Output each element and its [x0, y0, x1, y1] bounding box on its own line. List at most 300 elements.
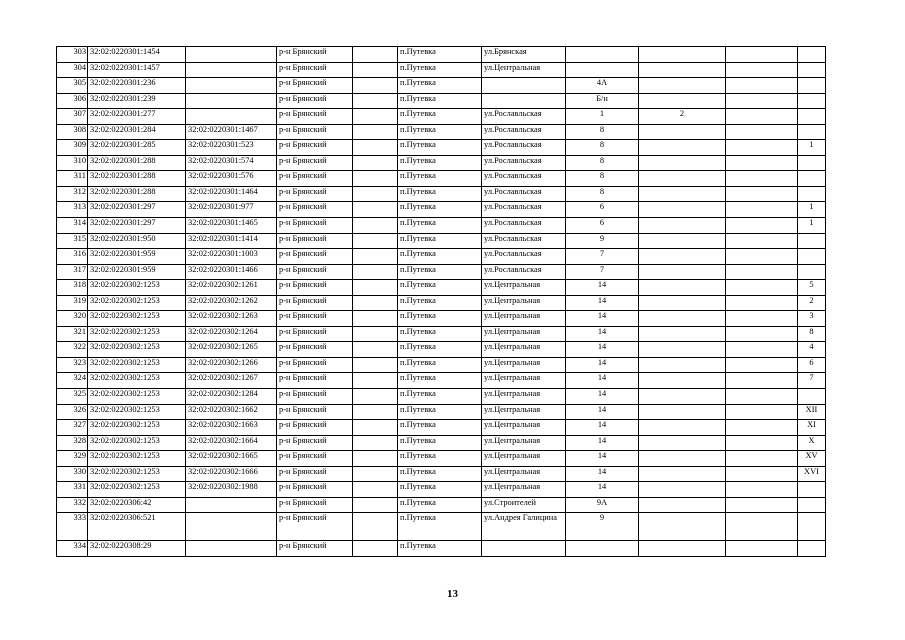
- house-number-cell: 1: [566, 109, 639, 125]
- empty-cell: [353, 93, 398, 109]
- building-number-cell: [639, 466, 726, 482]
- object-cadastral-number-cell: 32:02:0220301:1465: [186, 218, 277, 234]
- cadastral-number-cell: 32:02:0220301:288: [88, 171, 186, 187]
- object-cadastral-number-cell: 32:02:0220301:977: [186, 202, 277, 218]
- object-cadastral-number-cell: 32:02:0220302:1266: [186, 357, 277, 373]
- street-cell: ул.Рославльская: [482, 140, 566, 156]
- apartment-number-cell: [798, 186, 826, 202]
- cadastral-number-cell: 32:02:0220302:1253: [88, 342, 186, 358]
- table-row: [57, 295, 826, 311]
- district-cell: р-н Брянский: [277, 171, 353, 187]
- empty-cell: [353, 342, 398, 358]
- row-number-cell: 317: [57, 264, 88, 280]
- apartment-number-cell: 7: [798, 373, 826, 389]
- empty-cell: [726, 280, 798, 296]
- empty-cell: [353, 513, 398, 541]
- object-cadastral-number-cell: 32:02:0220302:1662: [186, 404, 277, 420]
- cadastral-number-cell: 32:02:0220302:1253: [88, 280, 186, 296]
- settlement-cell: п.Путевка: [398, 482, 482, 498]
- object-cadastral-number-cell: 32:02:0220302:1284: [186, 389, 277, 405]
- empty-cell: [353, 373, 398, 389]
- row-number-cell: 320: [57, 311, 88, 327]
- row-number-cell: 307: [57, 109, 88, 125]
- settlement-cell: п.Путевка: [398, 78, 482, 94]
- cadastral-number-cell: 32:02:0220302:1253: [88, 482, 186, 498]
- apartment-number-cell: XVI: [798, 466, 826, 482]
- empty-cell: [726, 93, 798, 109]
- district-cell: р-н Брянский: [277, 140, 353, 156]
- settlement-cell: п.Путевка: [398, 311, 482, 327]
- house-number-cell: 14: [566, 280, 639, 296]
- building-number-cell: [639, 513, 726, 541]
- empty-cell: [353, 435, 398, 451]
- empty-cell: [726, 497, 798, 513]
- settlement-cell: п.Путевка: [398, 155, 482, 171]
- building-number-cell: [639, 482, 726, 498]
- empty-cell: [726, 202, 798, 218]
- settlement-cell: п.Путевка: [398, 326, 482, 342]
- empty-cell: [726, 326, 798, 342]
- row-number-cell: 325: [57, 389, 88, 405]
- empty-cell: [726, 541, 798, 557]
- building-number-cell: [639, 62, 726, 78]
- empty-cell: [353, 389, 398, 405]
- empty-cell: [353, 541, 398, 557]
- row-number-cell: 306: [57, 93, 88, 109]
- street-cell: ул.Центральная: [482, 482, 566, 498]
- house-number-cell: 14: [566, 420, 639, 436]
- district-cell: р-н Брянский: [277, 93, 353, 109]
- building-number-cell: [639, 326, 726, 342]
- table-row: [57, 342, 826, 358]
- house-number-cell: [566, 47, 639, 63]
- row-number-cell: 322: [57, 342, 88, 358]
- registry-table: [56, 46, 826, 557]
- table-row: [57, 171, 826, 187]
- cadastral-number-cell: 32:02:0220302:1253: [88, 373, 186, 389]
- settlement-cell: п.Путевка: [398, 218, 482, 234]
- cadastral-number-cell: 32:02:0220302:1253: [88, 420, 186, 436]
- building-number-cell: [639, 171, 726, 187]
- apartment-number-cell: XI: [798, 420, 826, 436]
- district-cell: р-н Брянский: [277, 435, 353, 451]
- empty-cell: [726, 404, 798, 420]
- street-cell: ул.Рославльская: [482, 186, 566, 202]
- street-cell: ул.Рославльская: [482, 249, 566, 265]
- settlement-cell: п.Путевка: [398, 109, 482, 125]
- table-row: [57, 482, 826, 498]
- street-cell: ул.Рославльская: [482, 218, 566, 234]
- row-number-cell: 310: [57, 155, 88, 171]
- row-number-cell: 309: [57, 140, 88, 156]
- object-cadastral-number-cell: 32:02:0220301:1466: [186, 264, 277, 280]
- empty-cell: [353, 295, 398, 311]
- table-row: [57, 280, 826, 296]
- object-cadastral-number-cell: 32:02:0220302:1267: [186, 373, 277, 389]
- row-number-cell: 316: [57, 249, 88, 265]
- house-number-cell: 14: [566, 389, 639, 405]
- house-number-cell: 7: [566, 264, 639, 280]
- row-number-cell: 328: [57, 435, 88, 451]
- settlement-cell: п.Путевка: [398, 451, 482, 467]
- street-cell: ул.Рославльская: [482, 124, 566, 140]
- object-cadastral-number-cell: 32:02:0220301:1003: [186, 249, 277, 265]
- house-number-cell: 8: [566, 155, 639, 171]
- district-cell: р-н Брянский: [277, 109, 353, 125]
- cadastral-number-cell: 32:02:0220301:1457: [88, 62, 186, 78]
- district-cell: р-н Брянский: [277, 202, 353, 218]
- table-row: [57, 541, 826, 557]
- object-cadastral-number-cell: 32:02:0220302:1261: [186, 280, 277, 296]
- street-cell: ул.Центральная: [482, 451, 566, 467]
- empty-cell: [726, 218, 798, 234]
- empty-cell: [353, 155, 398, 171]
- settlement-cell: п.Путевка: [398, 541, 482, 557]
- empty-cell: [353, 451, 398, 467]
- empty-cell: [353, 466, 398, 482]
- cadastral-number-cell: 32:02:0220308:29: [88, 541, 186, 557]
- cadastral-number-cell: 32:02:0220301:236: [88, 78, 186, 94]
- district-cell: р-н Брянский: [277, 280, 353, 296]
- table-row: [57, 435, 826, 451]
- empty-cell: [726, 249, 798, 265]
- cadastral-number-cell: 32:02:0220302:1253: [88, 451, 186, 467]
- building-number-cell: [639, 218, 726, 234]
- street-cell: ул.Центральная: [482, 280, 566, 296]
- apartment-number-cell: [798, 124, 826, 140]
- cadastral-number-cell: 32:02:0220301:284: [88, 124, 186, 140]
- apartment-number-cell: 3: [798, 311, 826, 327]
- street-cell: ул.Рославльская: [482, 264, 566, 280]
- empty-cell: [353, 326, 398, 342]
- building-number-cell: [639, 249, 726, 265]
- district-cell: р-н Брянский: [277, 311, 353, 327]
- object-cadastral-number-cell: [186, 497, 277, 513]
- house-number-cell: 7: [566, 249, 639, 265]
- empty-cell: [353, 186, 398, 202]
- empty-cell: [726, 155, 798, 171]
- apartment-number-cell: [798, 155, 826, 171]
- street-cell: ул.Центральная: [482, 326, 566, 342]
- district-cell: р-н Брянский: [277, 357, 353, 373]
- cadastral-number-cell: 32:02:0220302:1253: [88, 357, 186, 373]
- apartment-number-cell: [798, 171, 826, 187]
- empty-cell: [726, 311, 798, 327]
- house-number-cell: 8: [566, 124, 639, 140]
- cadastral-number-cell: 32:02:0220301:288: [88, 155, 186, 171]
- empty-cell: [726, 47, 798, 63]
- street-cell: ул.Центральная: [482, 295, 566, 311]
- empty-cell: [726, 62, 798, 78]
- row-number-cell: 318: [57, 280, 88, 296]
- house-number-cell: 14: [566, 404, 639, 420]
- table-row: [57, 218, 826, 234]
- empty-cell: [726, 124, 798, 140]
- object-cadastral-number-cell: 32:02:0220302:1666: [186, 466, 277, 482]
- building-number-cell: [639, 311, 726, 327]
- row-number-cell: 321: [57, 326, 88, 342]
- cadastral-number-cell: 32:02:0220301:288: [88, 186, 186, 202]
- street-cell: [482, 93, 566, 109]
- house-number-cell: 14: [566, 482, 639, 498]
- empty-cell: [726, 295, 798, 311]
- house-number-cell: 14: [566, 357, 639, 373]
- settlement-cell: п.Путевка: [398, 47, 482, 63]
- table-row: [57, 497, 826, 513]
- apartment-number-cell: [798, 233, 826, 249]
- apartment-number-cell: [798, 47, 826, 63]
- object-cadastral-number-cell: [186, 109, 277, 125]
- cadastral-number-cell: 32:02:0220301:959: [88, 249, 186, 265]
- settlement-cell: п.Путевка: [398, 233, 482, 249]
- settlement-cell: п.Путевка: [398, 497, 482, 513]
- settlement-cell: п.Путевка: [398, 389, 482, 405]
- row-number-cell: 329: [57, 451, 88, 467]
- row-number-cell: 312: [57, 186, 88, 202]
- house-number-cell: Б/н: [566, 93, 639, 109]
- house-number-cell: [566, 62, 639, 78]
- object-cadastral-number-cell: [186, 78, 277, 94]
- house-number-cell: 14: [566, 373, 639, 389]
- apartment-number-cell: XII: [798, 404, 826, 420]
- object-cadastral-number-cell: 32:02:0220302:1262: [186, 295, 277, 311]
- table-row: [57, 47, 826, 63]
- house-number-cell: 14: [566, 326, 639, 342]
- house-number-cell: 14: [566, 311, 639, 327]
- table-row: [57, 124, 826, 140]
- street-cell: ул.Центральная: [482, 62, 566, 78]
- apartment-number-cell: 2: [798, 295, 826, 311]
- empty-cell: [726, 420, 798, 436]
- empty-cell: [353, 264, 398, 280]
- building-number-cell: [639, 47, 726, 63]
- row-number-cell: 333: [57, 513, 88, 541]
- empty-cell: [353, 78, 398, 94]
- empty-cell: [726, 482, 798, 498]
- empty-cell: [353, 482, 398, 498]
- apartment-number-cell: 1: [798, 218, 826, 234]
- district-cell: р-н Брянский: [277, 326, 353, 342]
- street-cell: ул.Центральная: [482, 357, 566, 373]
- empty-cell: [353, 124, 398, 140]
- district-cell: р-н Брянский: [277, 62, 353, 78]
- empty-cell: [353, 311, 398, 327]
- settlement-cell: п.Путевка: [398, 404, 482, 420]
- empty-cell: [353, 404, 398, 420]
- cadastral-number-cell: 32:02:0220302:1253: [88, 466, 186, 482]
- house-number-cell: 9: [566, 513, 639, 541]
- building-number-cell: [639, 497, 726, 513]
- street-cell: ул.Центральная: [482, 466, 566, 482]
- object-cadastral-number-cell: 32:02:0220301:523: [186, 140, 277, 156]
- house-number-cell: [566, 541, 639, 557]
- district-cell: р-н Брянский: [277, 124, 353, 140]
- row-number-cell: 323: [57, 357, 88, 373]
- street-cell: ул.Центральная: [482, 435, 566, 451]
- house-number-cell: 8: [566, 171, 639, 187]
- district-cell: р-н Брянский: [277, 186, 353, 202]
- empty-cell: [726, 109, 798, 125]
- empty-cell: [726, 186, 798, 202]
- table-row: [57, 155, 826, 171]
- district-cell: р-н Брянский: [277, 451, 353, 467]
- district-cell: р-н Брянский: [277, 404, 353, 420]
- building-number-cell: [639, 451, 726, 467]
- table-row: [57, 357, 826, 373]
- table-row: [57, 249, 826, 265]
- cadastral-number-cell: 32:02:0220301:285: [88, 140, 186, 156]
- street-cell: ул.Рославльская: [482, 202, 566, 218]
- empty-cell: [726, 451, 798, 467]
- object-cadastral-number-cell: [186, 513, 277, 541]
- building-number-cell: [639, 78, 726, 94]
- street-cell: ул.Центральная: [482, 342, 566, 358]
- empty-cell: [353, 218, 398, 234]
- table-row: [57, 420, 826, 436]
- house-number-cell: 8: [566, 186, 639, 202]
- settlement-cell: п.Путевка: [398, 62, 482, 78]
- apartment-number-cell: [798, 497, 826, 513]
- street-cell: ул.Центральная: [482, 373, 566, 389]
- empty-cell: [726, 466, 798, 482]
- object-cadastral-number-cell: 32:02:0220301:576: [186, 171, 277, 187]
- building-number-cell: [639, 280, 726, 296]
- settlement-cell: п.Путевка: [398, 466, 482, 482]
- district-cell: р-н Брянский: [277, 342, 353, 358]
- building-number-cell: [639, 202, 726, 218]
- building-number-cell: [639, 233, 726, 249]
- empty-cell: [353, 420, 398, 436]
- empty-cell: [726, 357, 798, 373]
- settlement-cell: п.Путевка: [398, 140, 482, 156]
- table-row: [57, 233, 826, 249]
- district-cell: р-н Брянский: [277, 218, 353, 234]
- settlement-cell: п.Путевка: [398, 124, 482, 140]
- street-cell: ул.Рославльская: [482, 109, 566, 125]
- empty-cell: [726, 264, 798, 280]
- object-cadastral-number-cell: 32:02:0220302:1664: [186, 435, 277, 451]
- settlement-cell: п.Путевка: [398, 513, 482, 541]
- cadastral-number-cell: 32:02:0220302:1253: [88, 404, 186, 420]
- table-row: [57, 186, 826, 202]
- house-number-cell: 14: [566, 451, 639, 467]
- apartment-number-cell: [798, 541, 826, 557]
- row-number-cell: 332: [57, 497, 88, 513]
- object-cadastral-number-cell: [186, 541, 277, 557]
- table-row: [57, 326, 826, 342]
- empty-cell: [353, 171, 398, 187]
- empty-cell: [726, 513, 798, 541]
- apartment-number-cell: 1: [798, 202, 826, 218]
- apartment-number-cell: X: [798, 435, 826, 451]
- apartment-number-cell: [798, 513, 826, 541]
- empty-cell: [353, 280, 398, 296]
- apartment-number-cell: [798, 109, 826, 125]
- building-number-cell: [639, 186, 726, 202]
- street-cell: ул.Строителей: [482, 497, 566, 513]
- settlement-cell: п.Путевка: [398, 295, 482, 311]
- cadastral-number-cell: 32:02:0220301:950: [88, 233, 186, 249]
- apartment-number-cell: 5: [798, 280, 826, 296]
- district-cell: р-н Брянский: [277, 233, 353, 249]
- object-cadastral-number-cell: 32:02:0220301:574: [186, 155, 277, 171]
- settlement-cell: п.Путевка: [398, 93, 482, 109]
- street-cell: ул.Брянская: [482, 47, 566, 63]
- row-number-cell: 334: [57, 541, 88, 557]
- settlement-cell: п.Путевка: [398, 435, 482, 451]
- table-row: [57, 264, 826, 280]
- row-number-cell: 304: [57, 62, 88, 78]
- object-cadastral-number-cell: 32:02:0220301:1467: [186, 124, 277, 140]
- settlement-cell: п.Путевка: [398, 171, 482, 187]
- empty-cell: [353, 497, 398, 513]
- building-number-cell: [639, 155, 726, 171]
- table-row: [57, 311, 826, 327]
- object-cadastral-number-cell: [186, 93, 277, 109]
- row-number-cell: 303: [57, 47, 88, 63]
- house-number-cell: 14: [566, 342, 639, 358]
- building-number-cell: [639, 420, 726, 436]
- building-number-cell: [639, 264, 726, 280]
- building-number-cell: [639, 541, 726, 557]
- table-row: [57, 140, 826, 156]
- apartment-number-cell: [798, 264, 826, 280]
- district-cell: р-н Брянский: [277, 466, 353, 482]
- row-number-cell: 305: [57, 78, 88, 94]
- cadastral-number-cell: 32:02:0220306:42: [88, 497, 186, 513]
- cadastral-number-cell: 32:02:0220306:521: [88, 513, 186, 541]
- settlement-cell: п.Путевка: [398, 420, 482, 436]
- district-cell: р-н Брянский: [277, 389, 353, 405]
- object-cadastral-number-cell: 32:02:0220302:1263: [186, 311, 277, 327]
- apartment-number-cell: 4: [798, 342, 826, 358]
- building-number-cell: [639, 295, 726, 311]
- apartment-number-cell: [798, 482, 826, 498]
- street-cell: [482, 541, 566, 557]
- house-number-cell: 6: [566, 218, 639, 234]
- empty-cell: [353, 109, 398, 125]
- street-cell: ул.Центральная: [482, 420, 566, 436]
- house-number-cell: 6: [566, 202, 639, 218]
- empty-cell: [726, 373, 798, 389]
- house-number-cell: 8: [566, 140, 639, 156]
- empty-cell: [353, 357, 398, 373]
- district-cell: р-н Брянский: [277, 513, 353, 541]
- district-cell: р-н Брянский: [277, 155, 353, 171]
- object-cadastral-number-cell: 32:02:0220302:1265: [186, 342, 277, 358]
- empty-cell: [726, 435, 798, 451]
- house-number-cell: 14: [566, 295, 639, 311]
- row-number-cell: 326: [57, 404, 88, 420]
- apartment-number-cell: [798, 62, 826, 78]
- building-number-cell: 2: [639, 109, 726, 125]
- row-number-cell: 330: [57, 466, 88, 482]
- district-cell: р-н Брянский: [277, 264, 353, 280]
- settlement-cell: п.Путевка: [398, 357, 482, 373]
- cadastral-number-cell: 32:02:0220302:1253: [88, 295, 186, 311]
- settlement-cell: п.Путевка: [398, 186, 482, 202]
- row-number-cell: 327: [57, 420, 88, 436]
- empty-cell: [726, 78, 798, 94]
- table-row: [57, 389, 826, 405]
- object-cadastral-number-cell: 32:02:0220302:1264: [186, 326, 277, 342]
- row-number-cell: 331: [57, 482, 88, 498]
- settlement-cell: п.Путевка: [398, 280, 482, 296]
- cadastral-number-cell: 32:02:0220301:297: [88, 202, 186, 218]
- object-cadastral-number-cell: [186, 62, 277, 78]
- apartment-number-cell: 8: [798, 326, 826, 342]
- district-cell: р-н Брянский: [277, 249, 353, 265]
